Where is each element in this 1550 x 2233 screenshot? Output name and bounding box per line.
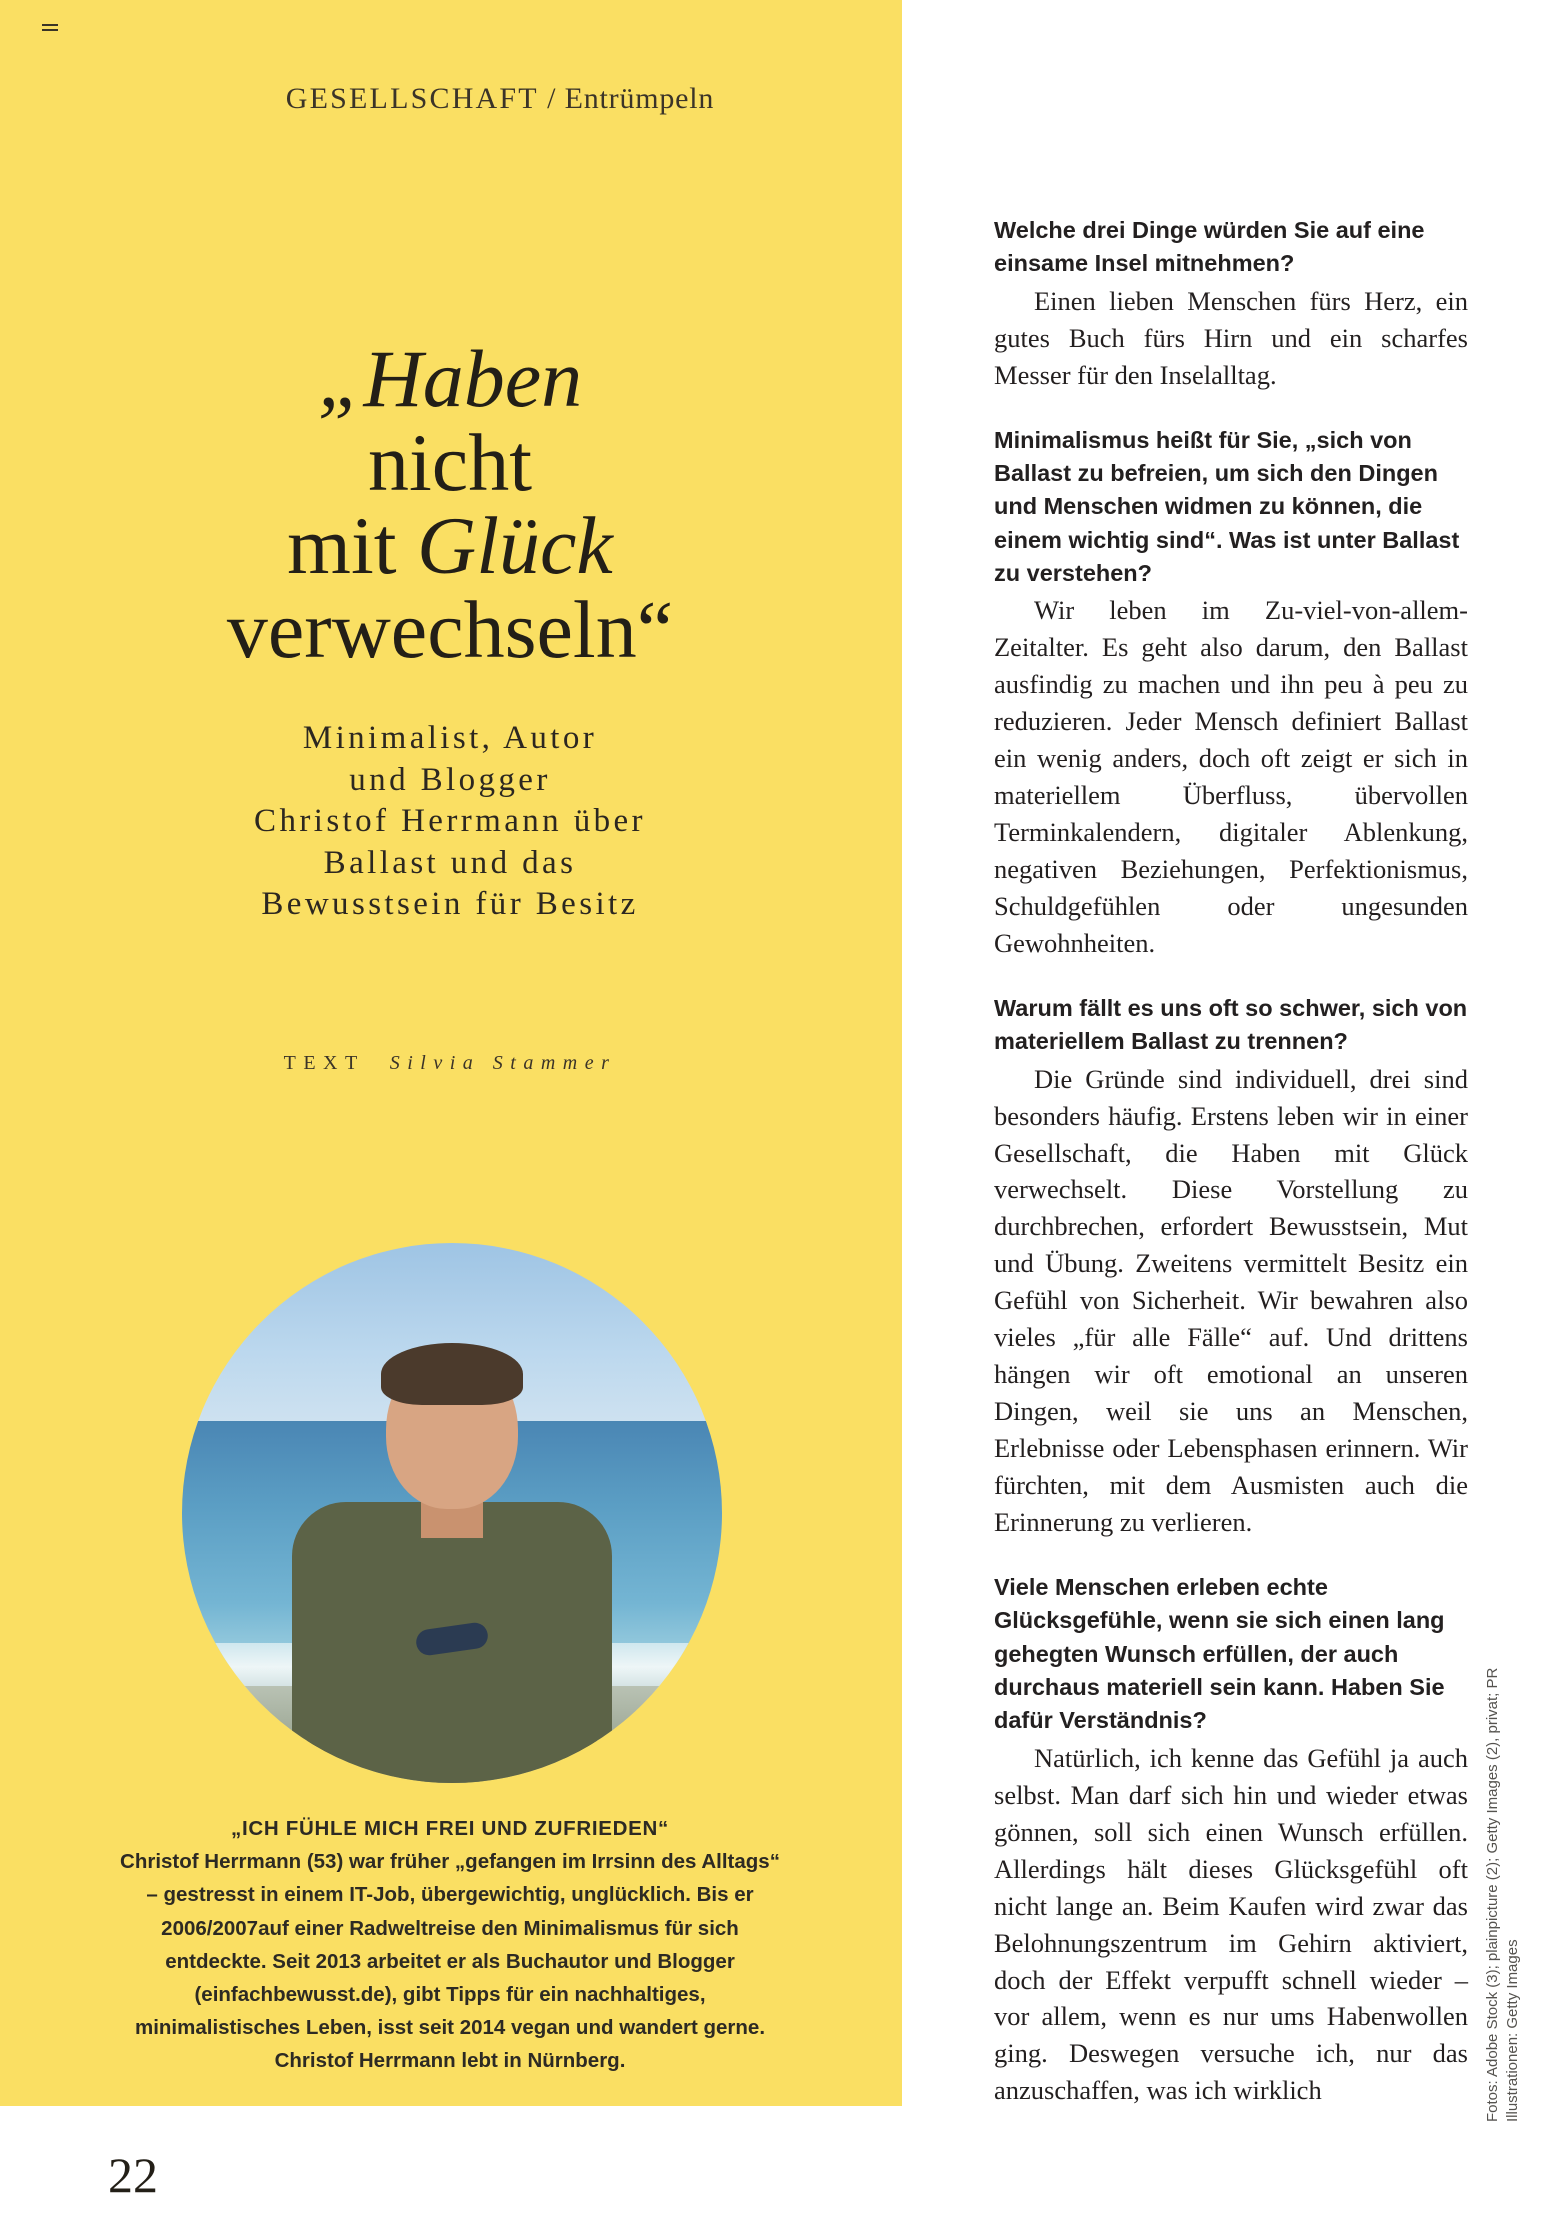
photo-caption xyxy=(120,1812,780,2078)
photo-credit-line-1: Fotos: Adobe Stock (3); plainpicture (2); Getty Images (2), privat; PR xyxy=(1484,1667,1501,2122)
interview-answer: Wir leben im Zu-viel-von-allem-Zeitalter. Es geht also darum, den Ballast ausfindig zu machen und ihn peu à peu zu reduzieren. Jeder Mensch definiert Ballast ein wenig anders, doch oft zeigt er sich in materiellem Überfluss, übervollen Terminkalendern, digitaler Ablenkung, negativen Beziehungen, Perfektionismus, Schuldgefühlen oder ungesunden Gewohnheiten. xyxy=(994,595,1468,958)
byline-label: TEXT xyxy=(283,1052,365,1074)
headline-line-2: nicht xyxy=(368,416,532,508)
registration-mark-icon xyxy=(42,24,58,34)
interview-column xyxy=(994,214,1468,2109)
byline-author: Silvia Stammer xyxy=(389,1052,617,1074)
interview-answer: Einen lieben Menschen fürs Herz, ein gutes Buch fürs Hirn und ein scharfes Messer für den Inselalltag. xyxy=(994,285,1468,390)
photo-credit-line-2: Illustrationen: Getty Images xyxy=(1504,1939,1522,2122)
interview-answer: Natürlich, ich kenne das Gefühl ja auch selbst. Man darf sich hin und wieder etwas gönnen, soll sich einen Wunsch erfüllen. Allerdings hält dieses Glücksgefühl oft nicht lange an. Beim Kaufen wird zwar das Belohnungszentrum im Gehirn aktiviert, doch der Effekt verpufft schnell wieder – vor allem, wenn es nur ums Habenwollen ging. Deswegen versuche ich, nur das anzuschaffen, was ich wirklich xyxy=(994,1742,1468,2106)
headline-line-4: verwechseln“ xyxy=(226,583,674,675)
interview-question: Viele Menschen erleben echte Glücksgefühle, wenn sie sich einen lang gehegten Wunsch erfüllen, der auch durchaus materiell sein kann. Haben Sie dafür Verständnis? xyxy=(994,1574,1445,1734)
headline-line-1: „Haben xyxy=(317,332,583,424)
interview-question: Minimalismus heißt für Sie, „sich von Ballast zu befreien, um sich den Dingen und Menschen widmen zu können, die einem wichtig sind“. Was ist unter Ballast zu verstehen? xyxy=(994,426,1460,587)
page-number: 22 xyxy=(108,2147,158,2203)
standfirst-line-1: Minimalist, Autor xyxy=(302,720,598,756)
header-topic: Entrümpeln xyxy=(564,82,715,115)
byline xyxy=(90,1052,810,1075)
interview-question: Welche drei Dinge würden Sie auf eine einsame Insel mitnehmen? xyxy=(994,217,1425,277)
photo-subject xyxy=(182,1243,722,1783)
standfirst xyxy=(90,718,810,926)
interview-answer: Die Gründe sind individuell, drei sind besonders häufig. Erstens leben wir in einer Gesellschaft, die Haben mit Glück verwechselt. Diese Vorstellung zu durchbrechen, erfordert Bewusstsein, Mut und Übung. Zweitens vermittelt Besitz ein Gefühl von Sicherheit. Wir bewahren also vieles „für alle Fälle“ auf. Und drittens hängen wir oft emotional an unseren Dingen, weil sie uns an Menschen, Erlebnisse oder Lebensphasen erinnern. Wir fürchten, mit dem Ausmisten auch die Erinnerung zu verlieren. xyxy=(994,1063,1468,1538)
running-header xyxy=(0,82,1000,116)
subject-hair xyxy=(381,1343,523,1405)
page-title xyxy=(100,332,800,675)
standfirst-line-2: und Blogger xyxy=(349,761,551,798)
portrait-photo xyxy=(182,1243,722,1783)
interview-question: Warum fällt es uns oft so schwer, sich von materiellem Ballast zu trennen? xyxy=(994,994,1468,1055)
headline-line-3-roman: mit xyxy=(287,500,418,592)
caption-body: Christof Herrmann (53) war früher „gefangen im Irrsinn des Alltags“ – gestresst in einem IT-Job, übergewichtig, unglücklich. Bis er 2006/2007auf einer Radweltreise den Minimalismus für sich entdeckte. Seit 2013 arbeitet er als Buchautor und Blogger (einfachbewusst.de), gibt Tipps für ein nachhaltiges, minimalistisches Leben, isst seit 2014 vegan und wandert gerne. Christof Herrmann lebt in Nürnberg. xyxy=(120,1850,780,2073)
headline-line-3-italic: Glück xyxy=(417,500,613,592)
header-department: GESELLSCHAFT xyxy=(285,82,539,115)
standfirst-line-5: Bewusstsein für Besitz xyxy=(261,886,639,923)
caption-title: „ICH FÜHLE MICH FREI UND ZUFRIEDEN“ xyxy=(231,1817,669,1840)
standfirst-line-3: Christof Herrmann über xyxy=(254,803,646,840)
header-separator: / xyxy=(538,82,565,115)
standfirst-line-4: Ballast und das xyxy=(323,844,577,881)
headline-line-3 xyxy=(100,500,800,592)
